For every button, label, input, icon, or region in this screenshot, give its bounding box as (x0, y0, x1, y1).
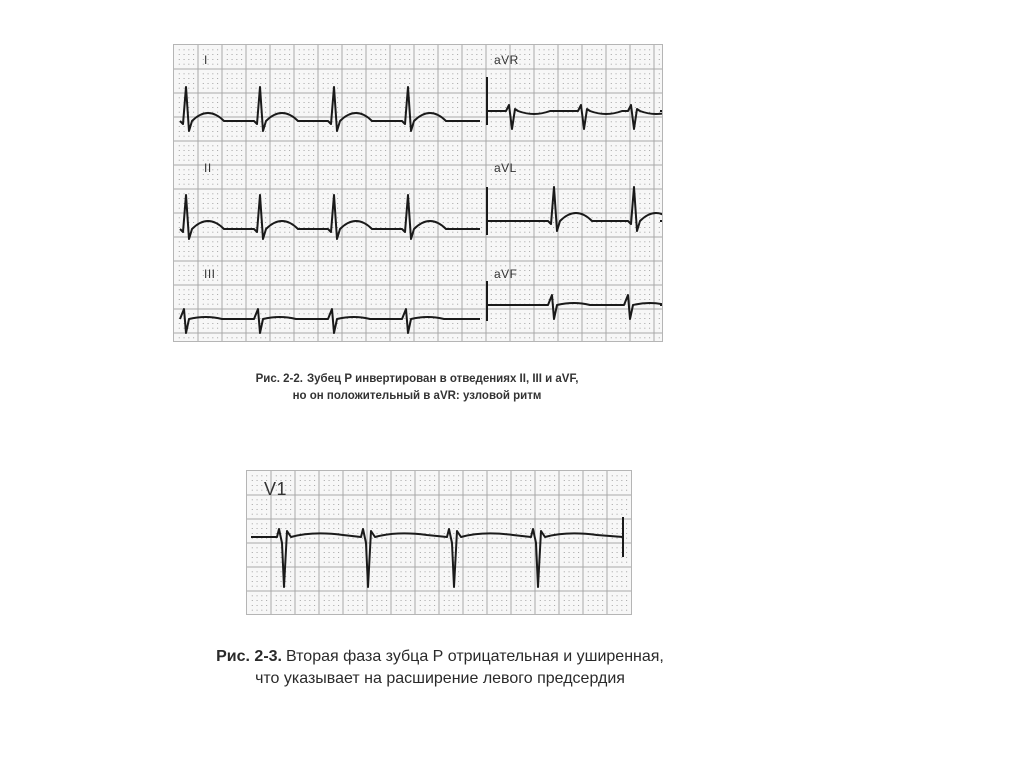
caption-line-1 (170, 646, 710, 668)
lead-iii-trace (180, 309, 480, 333)
ecg-strip-figure-2-2 (173, 44, 663, 342)
figure-number: Рис. 2-3. (216, 648, 282, 665)
lead-label-avf: aVF (494, 267, 518, 281)
ecg-trace-v1 (247, 471, 631, 614)
caption-text: Зубец Р инвертирован в отведениях II, III и aVF, (306, 373, 579, 385)
lead-ii-trace (180, 195, 480, 239)
caption-line-1 (173, 371, 661, 388)
figure-number: Рис. 2-2. (255, 373, 303, 385)
ecg-grid-figure-2-2 (174, 45, 662, 341)
figure-caption-2-2 (173, 371, 661, 405)
lead-i-trace (180, 87, 480, 131)
lead-label-avr: aVR (494, 53, 519, 67)
lead-avf-trace (486, 295, 662, 319)
ecg-traces-figure-2-2 (174, 45, 662, 341)
figure-caption-2-3 (170, 646, 710, 690)
lead-label-avl: aVL (494, 161, 517, 175)
ecg-grid-figure-2-3 (247, 471, 631, 614)
caption-text: Вторая фаза зубца Р отрицательная и уширенная, (286, 648, 664, 665)
caption-line-2: но он положительный в aVR: узловой ритм (292, 390, 542, 402)
lead-label-v1: V1 (264, 479, 288, 499)
lead-label-ii: II (204, 161, 212, 175)
lead-label-iii: III (204, 267, 216, 281)
lead-v1-trace (251, 529, 623, 587)
lead-label-i: I (204, 53, 208, 67)
caption-line-2: что указывает на расширение левого предсердия (255, 670, 625, 687)
ecg-strip-figure-2-3 (246, 470, 632, 615)
